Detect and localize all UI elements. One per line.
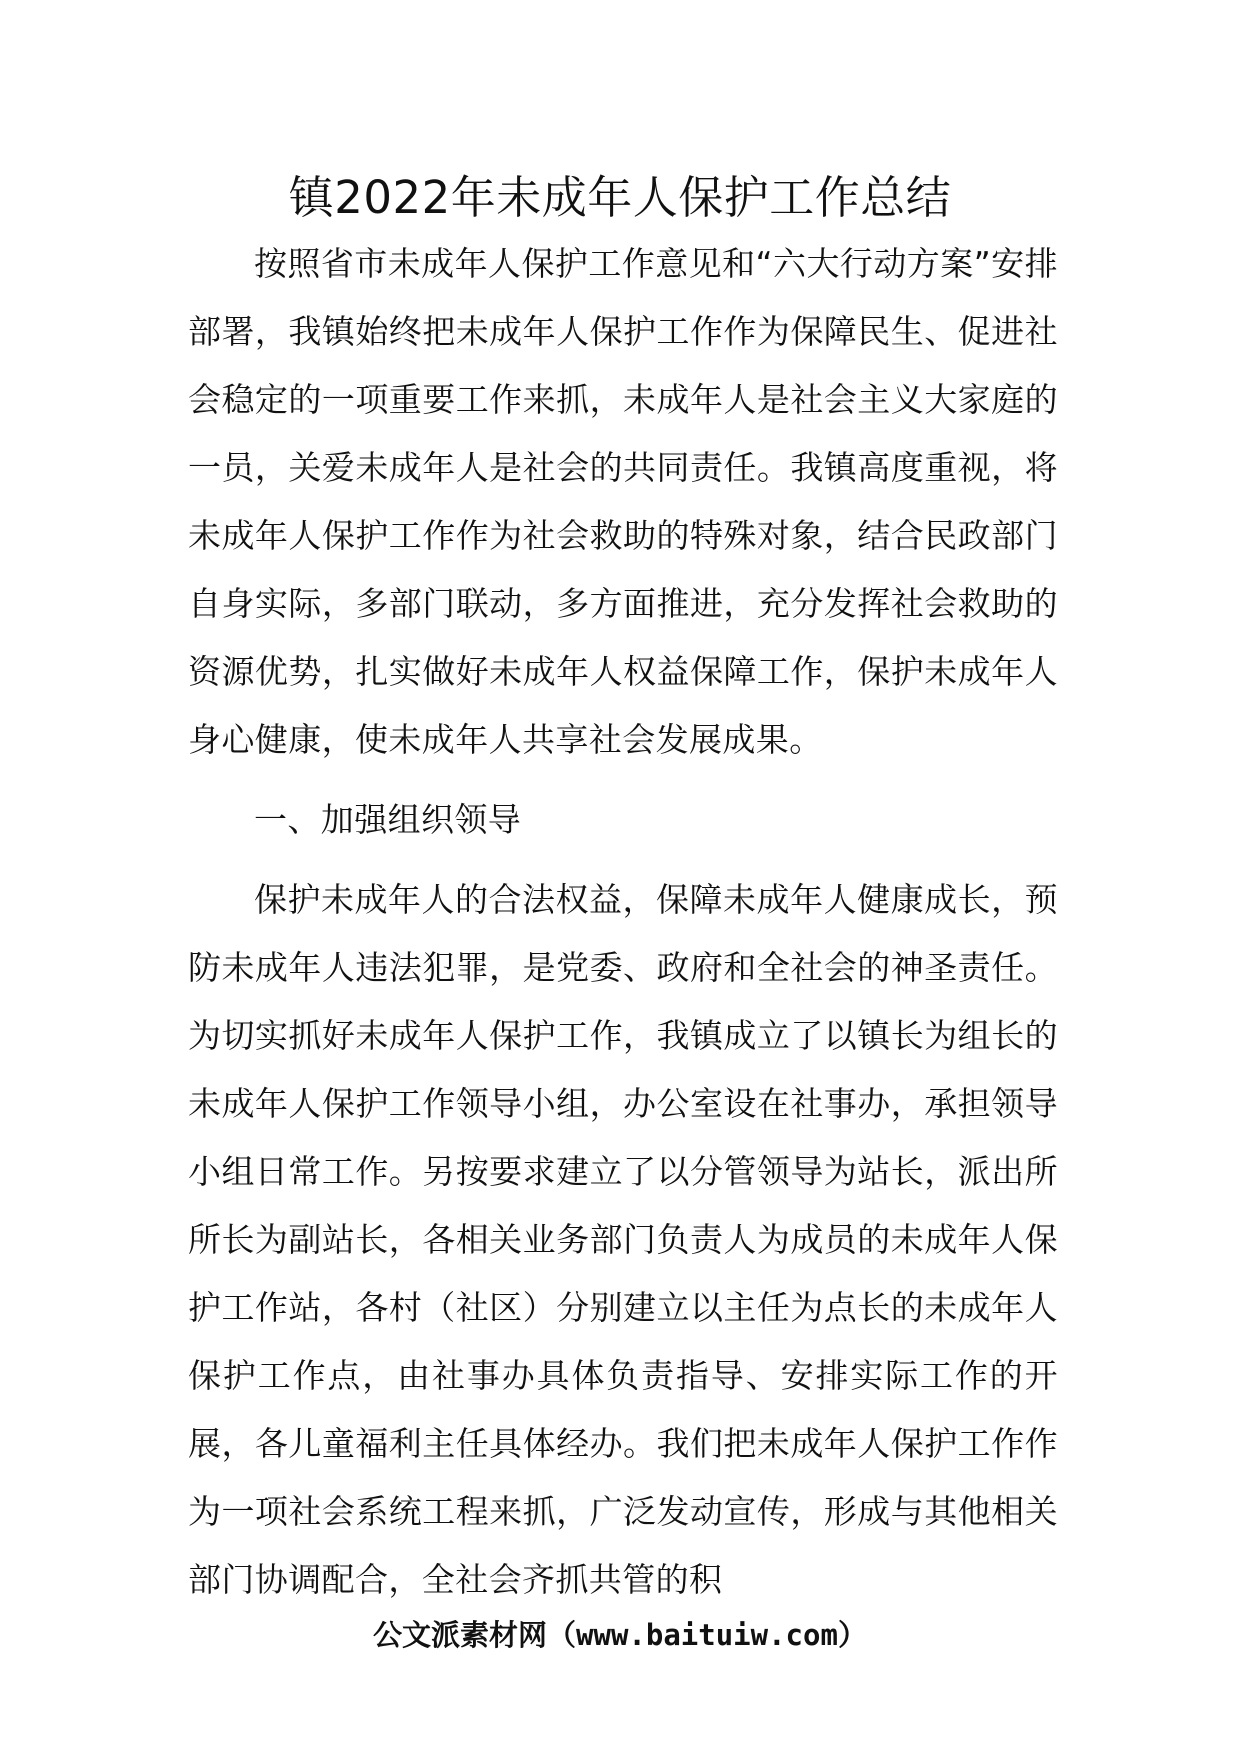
section-heading: 一、加强组织领导	[254, 800, 522, 839]
document-body	[188, 230, 1058, 1614]
paragraph-gap	[188, 774, 1058, 786]
intro-paragraph: 按照省市未成年人保护工作意见和“六大行动方案”安排部署，我镇始终把未成年人保护工作作为保障民生、促进社会稳定的一项重要工作来抓，未成年人是社会主义大家庭的一员，关爱未成年人是社会的共同责任。我镇高度重视，将未成年人保护工作作为社会救助的特殊对象，结合民政部门自身实际，多部门联动，多方面推进，充分发挥社会救助的资源优势，扎实做好未成年人权益保障工作，保护未成年人身心健康，使未成年人共享社会发展成果。	[188, 244, 1058, 759]
paragraph-gap	[188, 854, 1058, 866]
document-title: 镇2022年未成年人保护工作总结	[288, 171, 952, 224]
source-watermark: 公文派素材网（www.baituiw.com）	[373, 1618, 867, 1652]
section-paragraph: 保护未成年人的合法权益，保障未成年人健康成长，预防未成年人违法犯罪，是党委、政府和全社会的神圣责任。为切实抓好未成年人保护工作，我镇成立了以镇长为组长的未成年人保护工作领导小组，办公室设在社事办，承担领导小组日常工作。另按要求建立了以分管领导为站长，派出所所长为副站长，各相关业务部门负责人为成员的未成年人保护工作站，各村（社区）分别建立以主任为点长的未成年人保护工作点，由社事办具体负责指导、安排实际工作的开展，各儿童福利主任具体经办。我们把未成年人保护工作作为一项社会系统工程来抓，广泛发动宣传，形成与其他相关部门协调配合，全社会齐抓共管的积	[188, 880, 1058, 1599]
